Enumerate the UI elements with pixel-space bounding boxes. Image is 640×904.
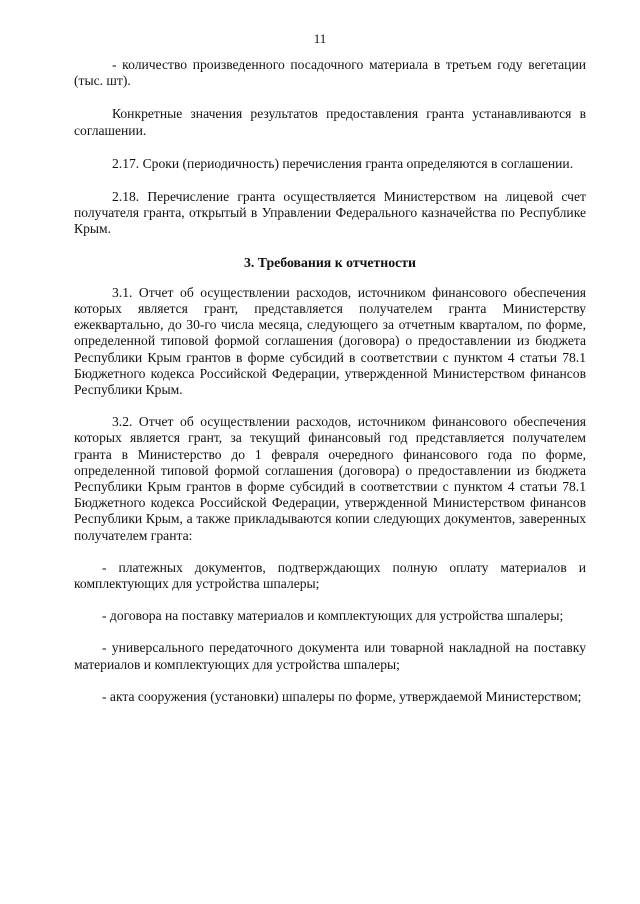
list-item: - универсального передаточного документа или товарной накладной на поставку материалов и комплектующих для устройства шпалеры; [74, 640, 586, 672]
list-item: - договора на поставку материалов и комплектующих для устройства шпалеры; [102, 608, 564, 624]
paragraph: 3.2. Отчет об осуществлении расходов, источником финансового обеспечения которых является грант, за текущий финансовый год представляется получателем гранта в Министерство до 1 февраля очередного финансового года по форме, определенной типовой формой соглашения (договора) о предоставлении из бюджета Республики Крым грантов в форме субсидий в соответствии с пунктом 4 статьи 78.1 Бюджетного кодекса Российской Федерации, утвержденной Министерством финансов Республики Крым, а также прикладываются копии следующих документов, заверенных получателем гранта: [74, 414, 586, 543]
paragraph: Конкретные значения результатов предоставления гранта устанавливаются в соглашении. [74, 106, 586, 138]
paragraph: 2.17. Сроки (периодичность) перечисления гранта определяются в соглашении. [112, 155, 574, 171]
page-content [74, 57, 586, 721]
list-item: - платежных документов, подтверждающих полную оплату материалов и комплектующих для устройства шпалеры; [74, 559, 586, 592]
list-item: - акта сооружения (установки) шпалеры по форме, утверждаемой Министерством; [102, 688, 582, 704]
paragraph: 3.1. Отчет об осуществлении расходов, источником финансового обеспечения которых является грант, представляется получателем гранта Министерству ежеквартально, до 30-го числа месяца, следующего за отчетным кварталом, по форме, определенной типовой формой соглашения (договора) о предоставлении из бюджета Республики Крым грантов в форме субсидий в соответствии с пунктом 4 статьи 78.1 Бюджетного кодекса Российской Федерации, утвержденной Министерством финансов Республики Крым. [74, 284, 586, 398]
paragraph: 2.18. Перечисление гранта осуществляется Министерством на лицевой счет получателя гранта, открытый в Управлении Федерального казначейства по Республике Крым. [74, 189, 586, 237]
page-number: 11 [313, 31, 327, 46]
section-heading: 3. Требования к отчетности [244, 254, 416, 270]
paragraph: - количество произведенного посадочного материала в третьем году вегетации (тыс. шт). [74, 57, 586, 89]
